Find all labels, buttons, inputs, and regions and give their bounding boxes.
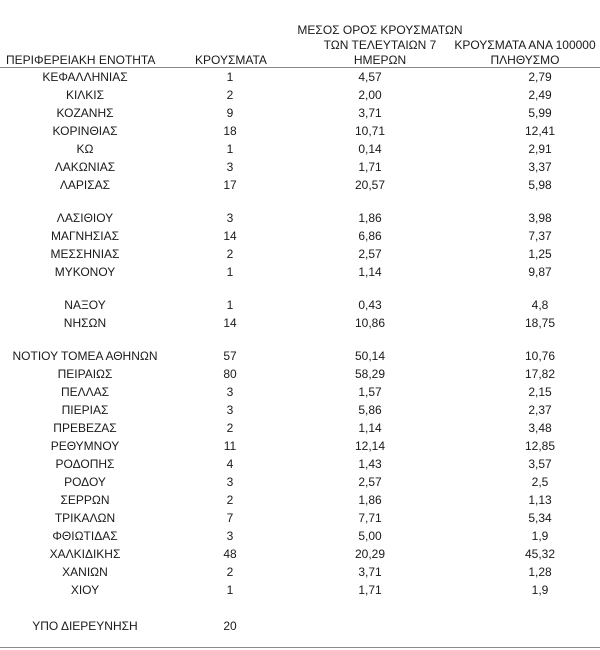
cell-per100k: 1,25 xyxy=(528,247,552,261)
cell-cases: 7 xyxy=(226,511,234,525)
cell-cases: 11 xyxy=(223,439,237,453)
cell-per100k: 1,13 xyxy=(528,493,552,507)
cell-region: ΚΟΖΑΝΗΣ xyxy=(56,106,114,120)
cell-region: ΛΑΣΙΘΙΟΥ xyxy=(56,211,114,225)
header-line: ΠΛΗΘΥΣΜΟ xyxy=(490,53,560,67)
cell-cases: 3 xyxy=(226,211,234,225)
cell-per100k: 3,98 xyxy=(528,211,552,225)
cell-region: ΜΕΣΣΗΝΙΑΣ xyxy=(50,247,120,261)
cell-cases: 3 xyxy=(226,385,234,399)
cell-region: ΣΕΡΡΩΝ xyxy=(60,493,110,507)
cell-region: ΝΟΤΙΟΥ ΤΟΜΕΑ ΑΘΗΝΩΝ xyxy=(12,349,158,363)
cell-region: ΠΙΕΡΙΑΣ xyxy=(61,403,109,417)
cell-avg7: 5,00 xyxy=(358,529,382,543)
table-row xyxy=(0,140,600,158)
cell-per100k: 3,48 xyxy=(528,421,552,435)
cell-cases: 3 xyxy=(226,160,234,174)
cell-avg7: 20,29 xyxy=(354,547,386,561)
table-row xyxy=(0,104,600,122)
cell-cases: 2 xyxy=(226,247,234,261)
cell-cases: 1 xyxy=(226,265,234,279)
table-row xyxy=(0,473,600,491)
cell-cases: 3 xyxy=(226,403,234,417)
cell-cases: 2 xyxy=(226,88,234,102)
table-row xyxy=(0,209,600,227)
table-row xyxy=(0,545,600,563)
cell-avg7: 1,14 xyxy=(358,421,382,435)
cell-cases: 2 xyxy=(226,493,234,507)
cell-region: ΛΑΚΩΝΙΑΣ xyxy=(54,160,116,174)
table-row xyxy=(0,455,600,473)
cell-cases: 14 xyxy=(223,316,237,330)
cell-avg7: 0,14 xyxy=(358,142,382,156)
cell-cases: 1 xyxy=(226,298,234,312)
cell-region: ΝΗΣΩΝ xyxy=(63,316,107,330)
cell-region: ΡΟΔΟΥ xyxy=(64,475,106,489)
cell-per100k: 3,57 xyxy=(528,457,552,471)
cell-per100k: 45,32 xyxy=(524,547,556,561)
cell-avg7: 58,29 xyxy=(354,367,386,381)
header-region xyxy=(6,53,176,68)
table-row xyxy=(0,296,600,314)
cell-per100k: 10,76 xyxy=(524,349,556,363)
cell-avg7: 2,00 xyxy=(358,88,382,102)
cell-cases: 3 xyxy=(226,475,234,489)
cell-region: ΝΑΞΟΥ xyxy=(64,298,106,312)
table-row xyxy=(0,365,600,383)
cell-region: ΤΡΙΚΑΛΩΝ xyxy=(54,511,116,525)
cell-avg7: 2,57 xyxy=(358,247,382,261)
cell-per100k: 2,15 xyxy=(528,385,552,399)
table-row xyxy=(0,563,600,581)
cell-cases: 80 xyxy=(223,367,237,381)
header-line: ΠΕΡΙΦΕΡΕΙΑΚΗ ΕΝΟΤΗΤΑ xyxy=(6,53,156,67)
cell-cases: 9 xyxy=(226,106,234,120)
cell-per100k: 12,41 xyxy=(524,124,556,138)
table-row xyxy=(0,419,600,437)
cell-per100k: 3,37 xyxy=(528,160,552,174)
cell-cases: 4 xyxy=(226,457,234,471)
cell-region: ΜΥΚΟΝΟΥ xyxy=(54,265,116,279)
cell-avg7: 1,86 xyxy=(358,493,382,507)
cell-per100k: 5,98 xyxy=(528,178,552,192)
cell-avg7: 3,71 xyxy=(358,106,382,120)
cell-region: ΡΕΘΥΜΝΟΥ xyxy=(50,439,120,453)
cell-per100k: 4,8 xyxy=(531,298,549,312)
table-row xyxy=(0,227,600,245)
cell-per100k: 1,9 xyxy=(531,583,549,597)
cell-avg7: 7,71 xyxy=(358,511,382,525)
cell-region: ΚΟΡΙΝΘΙΑΣ xyxy=(52,124,118,138)
table-row xyxy=(0,437,600,455)
cell-cases: 20 xyxy=(223,619,237,633)
table-row xyxy=(0,122,600,140)
bottom-divider xyxy=(0,647,600,648)
table-row xyxy=(0,509,600,527)
cell-region: ΚΙΛΚΙΣ xyxy=(65,88,105,102)
table-row xyxy=(0,527,600,545)
cell-region: ΚΕΦΑΛΛΗΝΙΑΣ xyxy=(42,70,128,84)
cell-per100k: 7,37 xyxy=(528,229,552,243)
cell-avg7: 12,14 xyxy=(354,439,386,453)
cell-avg7: 10,71 xyxy=(354,124,386,138)
cell-avg7: 1,86 xyxy=(358,211,382,225)
cell-per100k: 1,9 xyxy=(531,529,549,543)
cell-cases: 2 xyxy=(226,421,234,435)
header-cases xyxy=(195,53,265,68)
cell-cases: 14 xyxy=(223,229,237,243)
cell-region: ΛΑΡΙΣΑΣ xyxy=(59,178,111,192)
cell-per100k: 2,79 xyxy=(528,70,552,84)
header-line: ΚΡΟΥΣΜΑΤΑ ΑΝΑ 100000 xyxy=(454,38,596,52)
table-row xyxy=(0,383,600,401)
table-row xyxy=(0,314,600,332)
cell-avg7: 20,57 xyxy=(354,178,386,192)
cell-per100k: 17,82 xyxy=(524,367,556,381)
cell-cases: 57 xyxy=(223,349,237,363)
cell-region: ΧΑΛΚΙΔΙΚΗΣ xyxy=(49,547,121,561)
cell-avg7: 0,43 xyxy=(358,298,382,312)
cell-per100k: 2,37 xyxy=(528,403,552,417)
cell-avg7: 1,71 xyxy=(358,583,382,597)
table-row xyxy=(0,401,600,419)
cell-cases: 2 xyxy=(226,565,234,579)
cell-region: ΡΟΔΟΠΗΣ xyxy=(55,457,115,471)
cell-avg7: 1,71 xyxy=(358,160,382,174)
cell-region: ΠΕΛΛΑΣ xyxy=(60,385,110,399)
header-per-100k xyxy=(445,38,600,68)
cell-avg7: 5,86 xyxy=(358,403,382,417)
cell-avg7: 1,14 xyxy=(358,265,382,279)
cell-avg7: 1,43 xyxy=(358,457,382,471)
cell-per100k: 2,91 xyxy=(528,142,552,156)
cell-per100k: 5,99 xyxy=(528,106,552,120)
header-line: ΜΕΣΟΣ ΟΡΟΣ ΚΡΟΥΣΜΑΤΩΝ xyxy=(297,23,463,37)
cell-cases: 48 xyxy=(223,547,237,561)
cell-region: ΠΕΙΡΑΙΩΣ xyxy=(57,367,113,381)
cell-per100k: 9,87 xyxy=(528,265,552,279)
cell-cases: 17 xyxy=(223,178,237,192)
table-row xyxy=(0,491,600,509)
cell-per100k: 12,85 xyxy=(524,439,556,453)
table-row xyxy=(0,581,600,599)
table-row xyxy=(0,176,600,194)
cell-avg7: 3,71 xyxy=(358,565,382,579)
cell-region: ΠΡΕΒΕΖΑΣ xyxy=(53,421,117,435)
table-row xyxy=(0,68,600,86)
cell-avg7: 50,14 xyxy=(354,349,386,363)
cell-region: ΥΠΟ ΔΙΕΡΕΥΝΗΣΗ xyxy=(32,619,138,633)
cell-avg7: 1,57 xyxy=(358,385,382,399)
header-line: ΚΡΟΥΣΜΑΤΑ xyxy=(195,53,267,67)
cell-per100k: 2,5 xyxy=(531,475,549,489)
cell-cases: 18 xyxy=(223,124,237,138)
header-line: ΤΩΝ ΤΕΛΕΥΤΑΙΩΝ 7 xyxy=(323,38,437,52)
cell-avg7: 10,86 xyxy=(354,316,386,330)
cell-region: ΚΩ xyxy=(76,142,94,156)
cell-avg7: 6,86 xyxy=(358,229,382,243)
cell-per100k: 18,75 xyxy=(524,316,556,330)
cell-cases: 1 xyxy=(226,70,234,84)
cell-region: ΦΘΙΩΤΙΔΑΣ xyxy=(52,529,118,543)
cell-per100k: 1,28 xyxy=(528,565,552,579)
table-row xyxy=(0,347,600,365)
cell-per100k: 2,49 xyxy=(528,88,552,102)
header-line: ΗΜΕΡΩΝ xyxy=(353,53,407,67)
cell-per100k: 5,34 xyxy=(528,511,552,525)
cell-cases: 1 xyxy=(226,583,234,597)
cell-region: ΜΑΓΝΗΣΙΑΣ xyxy=(50,229,120,243)
cell-region: ΧΑΝΙΩΝ xyxy=(62,565,108,579)
cell-avg7: 2,57 xyxy=(358,475,382,489)
table-row xyxy=(0,263,600,281)
table-row xyxy=(0,617,600,635)
table-row xyxy=(0,245,600,263)
cell-cases: 1 xyxy=(226,142,234,156)
table-row xyxy=(0,86,600,104)
table-row xyxy=(0,158,600,176)
cell-cases: 3 xyxy=(226,529,234,543)
cell-region: ΧΙΟΥ xyxy=(70,583,100,597)
cell-avg7: 4,57 xyxy=(358,70,382,84)
